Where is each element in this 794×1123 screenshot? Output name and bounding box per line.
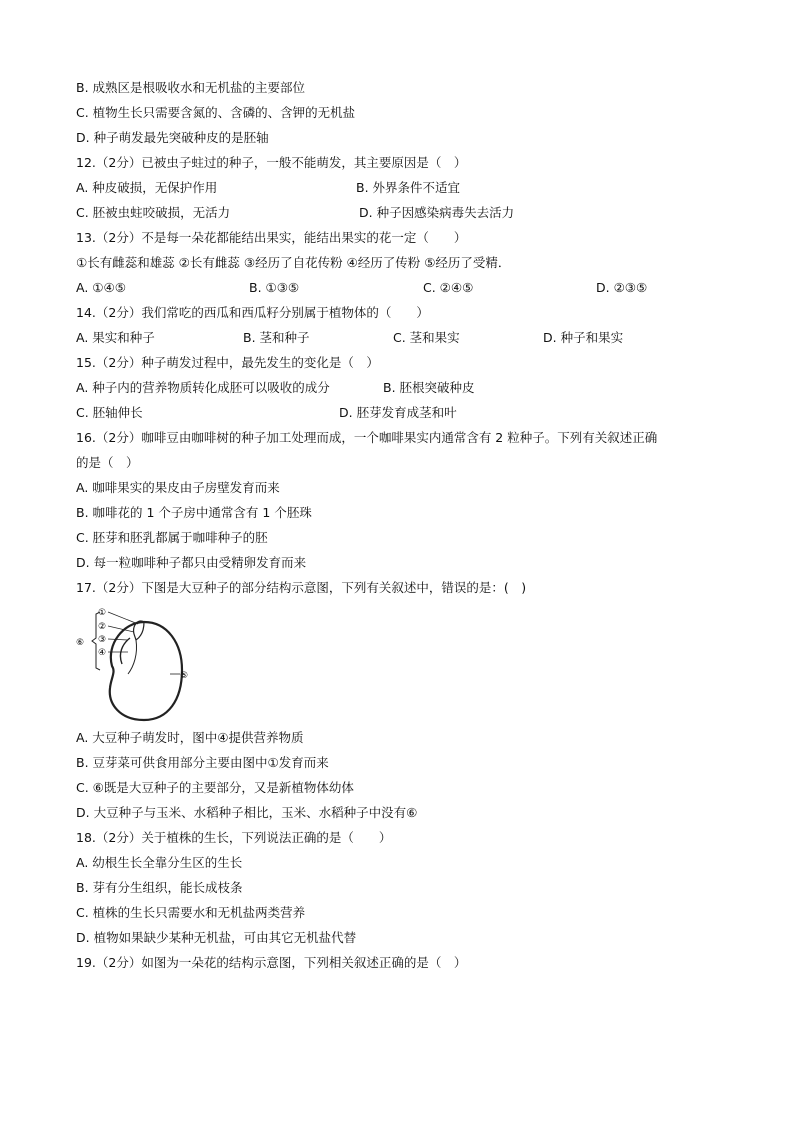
cotyledon-edge (128, 640, 137, 674)
q12-option-d: D. 种子因感染病毒失去活力 (359, 205, 515, 220)
q11-option-b: B. 成熟区是根吸收水和无机盐的主要部位 (76, 80, 306, 95)
q16-option-d: D. 每一粒咖啡种子都只由受精卵发育而来 (76, 555, 307, 570)
q15-option-d: D. 胚芽发育成茎和叶 (339, 405, 457, 420)
q13-option-a: A. ①④⑤ (76, 280, 126, 295)
q11-option-c: C. 植物生长只需要含氮的、含磷的、含钾的无机盐 (76, 105, 356, 120)
q16-option-a: A. 咖啡果实的果皮由子房壁发育而来 (76, 480, 280, 495)
q17-option-b: B. 豆芽菜可供食用部分主要由图中①发育而来 (76, 755, 329, 770)
q14-stem: 14.（2分）我们常吃的西瓜和西瓜籽分别属于植物体的（ ） (76, 305, 429, 320)
q16-stem-line1: 16.（2分）咖啡豆由咖啡树的种子加工处理而成，一个咖啡果实内通常含有 2 粒种子。下列有关叙述正确 (76, 430, 658, 445)
q16-option-c: C. 胚芽和胚乳都属于咖啡种子的胚 (76, 530, 268, 545)
label-3: ③ (98, 635, 107, 645)
q14-option-c: C. 茎和果实 (393, 330, 460, 345)
label-2: ② (98, 622, 107, 632)
q12-option-a: A. 种皮破损，无保护作用 (76, 180, 218, 195)
q15-option-a: A. 种子内的营养物质转化成胚可以吸收的成分 (76, 380, 330, 395)
q14-option-b: B. 茎和种子 (243, 330, 310, 345)
q18-option-d: D. 植物如果缺少某种无机盐，可由其它无机盐代替 (76, 930, 357, 945)
label-6: ⑥ (76, 638, 85, 648)
q11-option-d: D. 种子萌发最先突破种皮的是胚轴 (76, 130, 269, 145)
soybean-seed-figure (72, 604, 202, 726)
label-5: ⑤ (180, 671, 189, 681)
q16-stem-line2: 的是（ ） (76, 455, 139, 470)
q19-stem: 19.（2分）如图为一朵花的结构示意图，下列相关叙述正确的是（ ） (76, 955, 467, 970)
q13-option-c: C. ②④⑤ (423, 280, 474, 295)
q18-stem: 18.（2分）关于植株的生长，下列说法正确的是（ ） (76, 830, 392, 845)
q12-option-b: B. 外界条件不适宜 (356, 180, 461, 195)
q18-option-c: C. 植株的生长只需要水和无机盐两类营养 (76, 905, 306, 920)
q12-stem: 12.（2分）已被虫子蛀过的种子，一般不能萌发，其主要原因是（ ） (76, 155, 467, 170)
q15-option-c: C. 胚轴伸长 (76, 405, 143, 420)
q13-option-d: D. ②③⑤ (596, 280, 648, 295)
q13-option-b: B. ①③⑤ (249, 280, 300, 295)
label-1: ① (98, 608, 107, 618)
q17-option-c: C. ⑥既是大豆种子的主要部分，又是新植物体幼体 (76, 780, 354, 795)
q13-stem: 13.（2分）不是每一朵花都能结出果实，能结出果实的花一定（ ） (76, 230, 467, 245)
q15-option-b: B. 胚根突破种皮 (383, 380, 475, 395)
q17-option-a: A. 大豆种子萌发时，图中④提供营养物质 (76, 730, 304, 745)
q18-option-a: A. 幼根生长全靠分生区的生长 (76, 855, 243, 870)
q14-option-a: A. 果实和种子 (76, 330, 155, 345)
q17-option-d: D. 大豆种子与玉米、水稻种子相比，玉米、水稻种子中没有⑥ (76, 805, 418, 820)
q12-option-c: C. 胚被虫蛀咬破损，无活力 (76, 205, 231, 220)
q17-stem: 17.（2分）下图是大豆种子的部分结构示意图，下列有关叙述中，错误的是：( ) (76, 580, 527, 595)
q15-stem: 15.（2分）种子萌发过程中，最先发生的变化是（ ） (76, 355, 379, 370)
q13-conditions: ①长有雌蕊和雄蕊 ②长有雌蕊 ③经历了自花传粉 ④经历了传粉 ⑤经历了受精． (76, 255, 511, 270)
q16-option-b: B. 咖啡花的 1 个子房中通常含有 1 个胚珠 (76, 505, 312, 520)
q14-option-d: D. 种子和果实 (543, 330, 624, 345)
label-4: ④ (98, 648, 107, 658)
radicle-shape (120, 638, 130, 664)
q18-option-b: B. 芽有分生组织，能长成枝条 (76, 880, 243, 895)
plumule-shape (134, 621, 144, 640)
seed-coat-outline (110, 622, 182, 720)
